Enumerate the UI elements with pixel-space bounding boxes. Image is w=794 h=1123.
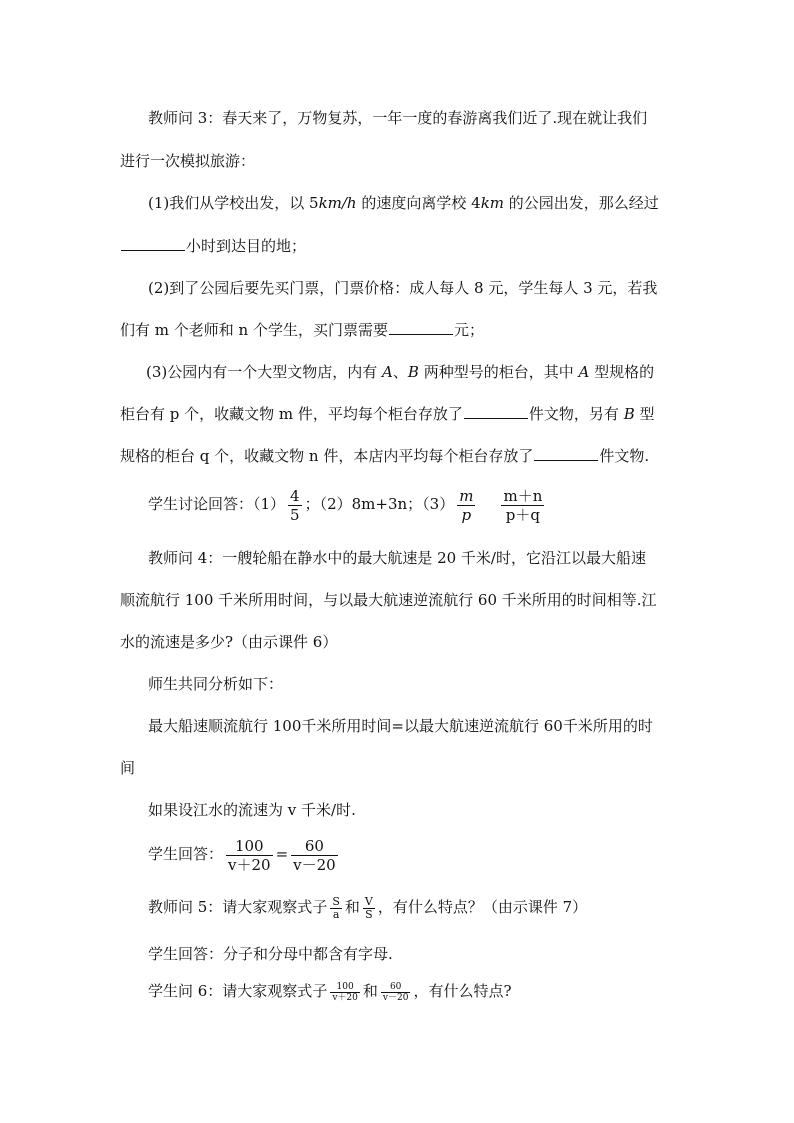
answer-blank xyxy=(389,320,453,335)
a5-line: 学生回答：分子和分母中都含有字母. xyxy=(148,945,393,963)
answer-blank xyxy=(464,404,528,419)
text-run: 规格的柜台 q 个，收藏文物 n 件，本店内平均每个柜台存放了 xyxy=(120,447,534,465)
text-run: 柜台有 p 个，收藏文物 m 件，平均每个柜台存放了 xyxy=(120,405,463,423)
numerator: 100 xyxy=(226,837,273,856)
q4-line-3: 水的流速是多少?（由示课件 6） xyxy=(120,633,338,651)
fraction-100-v20 xyxy=(226,837,273,874)
text-run: ；（2）8m+3n；（3） xyxy=(304,495,455,513)
fraction-s-a xyxy=(330,896,342,921)
numerator: 60 xyxy=(291,837,338,856)
numerator: 100 xyxy=(330,982,360,993)
q3-part2-line2 xyxy=(120,320,484,340)
fraction-4-5 xyxy=(288,487,302,524)
q4-line-1: 教师问 4：一艘轮船在静水中的最大航速是 20 千米/时，它沿江以最大船速 xyxy=(148,549,646,567)
text-run: 元； xyxy=(453,321,484,339)
fraction-100-v20-small xyxy=(330,982,360,1003)
text-run: 和 xyxy=(362,982,378,1000)
q4-line-2: 顺流航行 100 千米所用时间，与以最大航速逆流航行 60 千米所用的时间相等.江 xyxy=(120,591,657,609)
answer-blank xyxy=(121,236,185,251)
numerator: m xyxy=(459,486,474,505)
text-run: 、 xyxy=(392,363,408,381)
q3-part3-line3 xyxy=(120,446,649,466)
text-run: 件文物. xyxy=(599,447,650,465)
text-run: 们有 m 个老师和 n 个学生，买门票需要 xyxy=(120,321,388,339)
text-run: 教师问 5：请大家观察式子 xyxy=(148,898,328,916)
denominator: S xyxy=(365,907,373,921)
var-a: A xyxy=(578,363,590,381)
fraction-60-v20-small xyxy=(381,982,411,1003)
q6-line xyxy=(148,976,511,1006)
denominator: p＋q xyxy=(505,505,541,524)
numerator: S xyxy=(332,894,340,908)
fraction-mn-pq xyxy=(501,487,544,524)
q3-part3-line1 xyxy=(146,362,654,382)
text-run: ，有什么特点？（由示课件 7） xyxy=(377,898,588,916)
analysis-line-4: 如果设江水的流速为 v 千米/时. xyxy=(148,801,356,819)
q3-part3-line2 xyxy=(120,404,655,424)
text-run: 件文物，另有 xyxy=(528,405,624,423)
fraction-60-v20 xyxy=(291,837,338,874)
denominator: p xyxy=(461,505,472,524)
text-run: (3)公园内有一个大型文物店，内有 xyxy=(146,363,383,381)
denominator: a xyxy=(332,907,340,921)
unit-kmh: km/h xyxy=(318,194,357,212)
text-run: 和 xyxy=(344,898,360,916)
numerator: 60 xyxy=(381,982,411,993)
text-run: ，有什么特点? xyxy=(413,982,512,1000)
a3-line xyxy=(148,484,547,524)
text-run: 学生问 6：请大家观察式子 xyxy=(148,982,328,1000)
text-run: 学生回答： xyxy=(148,845,224,863)
denominator: v－20 xyxy=(293,855,336,874)
q3-part1-line2 xyxy=(120,236,306,256)
q5-line xyxy=(148,892,587,922)
q3-part2-line1: (2)到了公园后要先买门票，门票价格：成人每人 8 元，学生每人 3 元，若我 xyxy=(148,279,658,297)
equals-sign: = xyxy=(275,845,289,863)
denominator: v＋20 xyxy=(228,855,271,874)
denominator: v＋20 xyxy=(332,992,358,1003)
analysis-line-1: 师生共同分析如下： xyxy=(148,675,284,693)
denominator: 5 xyxy=(290,505,300,524)
a4-line xyxy=(148,834,341,874)
analysis-line-2: 最大船速顺流航行 100千米所用时间=以最大航速逆流航行 60千米所用的时 xyxy=(148,717,653,735)
unit-km: km xyxy=(480,194,505,212)
var-b: B xyxy=(407,363,419,381)
q3-line-2: 进行一次模拟旅游： xyxy=(120,152,256,170)
text-run: (1)我们从学校出发，以 5 xyxy=(148,194,319,212)
fraction-m-p xyxy=(457,487,475,524)
numerator: 4 xyxy=(290,486,300,505)
var-b: B xyxy=(623,405,635,423)
text-run: 的公园出发，那么经过 xyxy=(504,194,659,212)
text-run: 型 xyxy=(634,405,655,423)
text-run: 的速度向离学校 4 xyxy=(356,194,481,212)
q3-part1-line1 xyxy=(148,193,659,213)
answer-blank xyxy=(534,446,598,461)
text-run: 两种型号的柜台，其中 xyxy=(418,363,579,381)
text-run: 小时到达目的地； xyxy=(186,237,307,255)
denominator: v－20 xyxy=(382,992,409,1003)
analysis-line-3: 间 xyxy=(120,759,136,777)
fraction-v-s xyxy=(363,896,375,921)
text-run: 型规格的 xyxy=(589,363,655,381)
var-a: A xyxy=(382,363,393,381)
numerator: V xyxy=(364,894,373,908)
q3-line-1: 教师问 3：春天来了，万物复苏，一年一度的春游离我们近了.现在就让我们 xyxy=(148,109,648,127)
numerator: m＋n xyxy=(503,486,543,505)
text-run: 学生讨论回答：（1） xyxy=(148,495,286,513)
